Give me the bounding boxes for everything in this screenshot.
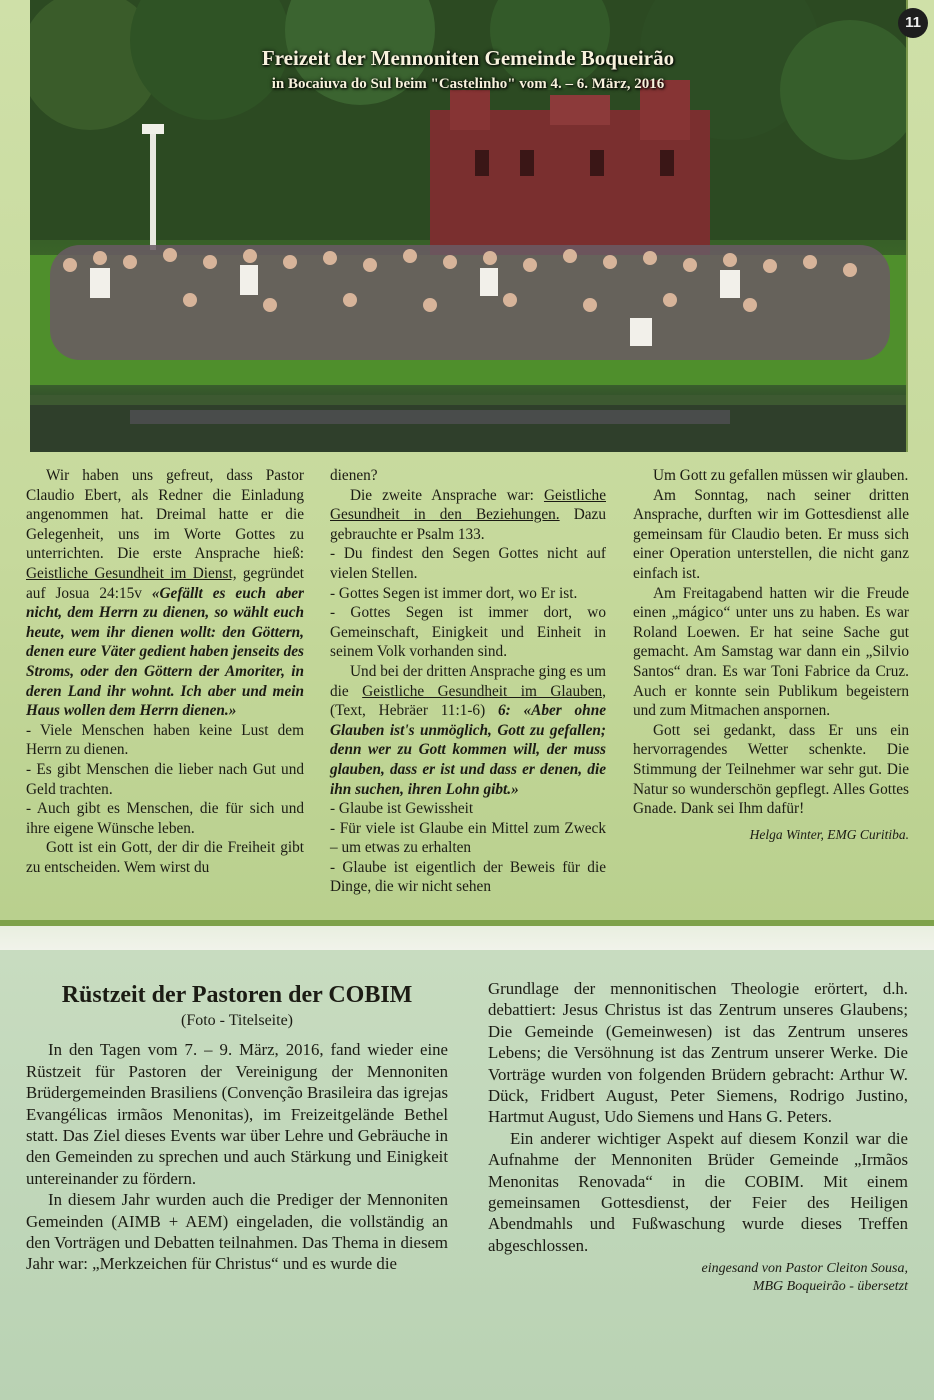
text: Wir haben uns gefreut, dass Pastor Claudio Ebert, als Redner die Einladung angenommen hat. Dreimal hatte er die Gelegenheit, uns im Worte Gottes zu unterrichten. Die erste Ansprache hieß: [26,467,304,563]
article2-paragraph: Grundlage der mennonitischen Theologie erörtert, d.h. debattiert: Jesus Christus ist das Zentrum unseres Glaubens; Die Gemeinde (Gemeinwesen) ist das Zentrum unseres Lebens; die Versöhnung ist das Zentrum unserer Werke. Die Vorträge wurden von folgenden Brüdern gebracht: Arthur W. Dück, Fridbert August, Peter Siemens, Rodrigo Justino, Hartmut August, Udo Siemens und Hans G. Peters. [488,979,908,1127]
article2-subheading: (Foto - Titelseite) [180,1012,293,1029]
article1-paragraph: Gott ist ein Gott, der dir die Freiheit gibt zu entscheiden. Wem wirst du [26,839,304,876]
article2-paragraph: Ein anderer wichtiger Aspekt auf diesem Konzil war die Aufnahme der Mennoniten Brüder Gemeinde „Irmãos Menonitas Renovada“ in die COBIM. Mit einem gemeinsamen Gottesdienst, der Feier des Heiligen Abendmahls und Fußwaschung wurde dieses Treffen abgeschlossen. [488,1128,908,1255]
article2-paragraph: In den Tagen vom 7. – 9. März, 2016, fand wieder eine Rüstzeit für Pastoren der Vereinigung der Mennoniten Brüdergemeinden Brasiliens (Convenção Brasileira das igrejas Evangélicas irmãos Menonitas), im Freizeitgelände Bethel statt. Das Ziel dieses Events war über Lehre und Gebräuche in den Gemeinden zu sprechen und auch Stärkung und Einigkeit untereinander zu fördern. [26,1040,448,1188]
article1-paragraph [330,486,606,545]
bullet-item: - Gottes Segen ist immer dort, wo Er ist. [330,584,578,602]
bullet-item: - Es gibt Menschen die lieber nach Gut und Geld trachten. [26,760,304,798]
text: Und bei der dritten Ansprache ging es um die [330,662,606,700]
article1-paragraph: Gott sei gedankt, dass Er uns ein hervorragendes Wetter schenkte. Die Stimmung der Teilnehmer war sehr gut. Die Natur so wunderschön gepflegt. Alles Gottes Gnade. Dank sei Ihm dafür! [633,721,909,818]
article2-column-right [488,978,908,1296]
article2-column-left [26,978,448,1275]
bullet-item: - Gottes Segen ist immer dort, wo Gemeinschaft, Einigkeit und Einheit in seinem Volk vorhanden sind. [330,604,606,661]
article1-column-2 [330,466,606,897]
article1-paragraph [330,662,606,799]
bullet-item: - Glaube ist Gewissheit [330,800,474,818]
article1-column-1 [26,466,304,877]
article1-paragraph: dienen? [330,467,378,484]
bullet-item: - Glaube ist eigentlich der Beweis für die Dinge, die wir nicht sehen [330,858,606,896]
text: Die zweite Ansprache war: [350,486,544,504]
article1-paragraph: Um Gott zu gefallen müssen wir glauben. [653,467,909,484]
photo-subtitle: in Bocaiuva do Sul beim "Castelinho" vom 4. – 6. März, 2016 [271,76,665,92]
article1-paragraph [26,466,304,721]
bullet-item: - Viele Menschen haben keine Lust dem Herrn zu dienen. [26,721,304,759]
article1-paragraph: Am Freitagabend hatten wir die Freude einen „mágico“ unter uns zu haben. Es war Roland Loewen. Er hat seine Sache gut gemacht. Am Samstag war dann ein „Silvio Santos“ dran. Es war Toni Fabrice da Cruz. Auch er konnte sein Publikum begeistern und zum Mitmachen anspornen. [633,584,909,720]
article1-column-3 [633,466,909,844]
bullet-item: - Auch gibt es Menschen, die für sich und ihre eigene Wünsche leben. [26,800,304,837]
text: (Text, Hebräer 11:1-6) [330,702,498,720]
text: gegründet auf Josua 24:15v [26,564,304,602]
bullet-item: - Du findest den Segen Gottes nicht auf vielen Stellen. [330,545,606,582]
sermon-title-3: Geistliche Gesundheit im Glauben, [362,682,606,700]
author-signature: Helga Winter, EMG Curitiba. [749,826,909,842]
article1-paragraph: Am Sonntag, nach seiner dritten Ansprache, durften wir im Gottesdienst alle gemeinsam für Claudio beten. Er muss sich einer Operation unterstellen, die nicht ganz einfach ist. [633,486,909,582]
section-gap [0,926,934,950]
sermon-title-1: Geistliche Gesundheit im Dienst, [26,564,237,582]
sermon-title-2: Geistliche Gesundheit in den Beziehungen. [330,486,606,524]
bible-quote: «Gefällt es euch aber nicht, dem Herrn zu dienen, so wählt euch heute, wem ihr dienen wollt: den Göttern, denen eure Väter gedient haben jenseits des Stroms, oder den Göttern der Amoriter, in deren Land ihr wohnt. Ich aber und mein Haus wollen dem Herrn dienen.» [26,584,304,720]
page-number-badge: 11 [898,8,928,38]
author-signature-line: eingesand von Pastor Cleiton Sousa, [701,1261,908,1277]
photo-title: Freizeit der Mennoniten Gemeinde Boqueirão [261,46,675,70]
bullet-item: - Für viele ist Glaube ein Mittel zum Zweck – um etwas zu erhalten [330,819,606,857]
article2-paragraph: In diesem Jahr wurden auch die Prediger der Mennoniten Gemeinden (AIMB + AEM) eingeladen, die vollständig an den Vorträgen und Debatten teilnahmen. Das Thema in diesem Jahr war: „Merkzeichen für Christus“ und es wurde die [26,1190,448,1274]
author-signature-line: MBG Boqueirão - übersetzt [752,1279,908,1295]
bible-quote: 6: «Aber ohne Glauben ist's unmöglich, Gott zu gefallen; denn wer zu Gott kommen will, der muss glauben, dass er ist und dass er denen, die ihn suchen, ihren Lohn gibt.» [330,702,606,798]
article2-headline: Rüstzeit der Pastoren der COBIM [61,982,413,1008]
group-photo [30,0,908,452]
text: Dazu gebrauchte er Psalm 133. [330,506,606,543]
